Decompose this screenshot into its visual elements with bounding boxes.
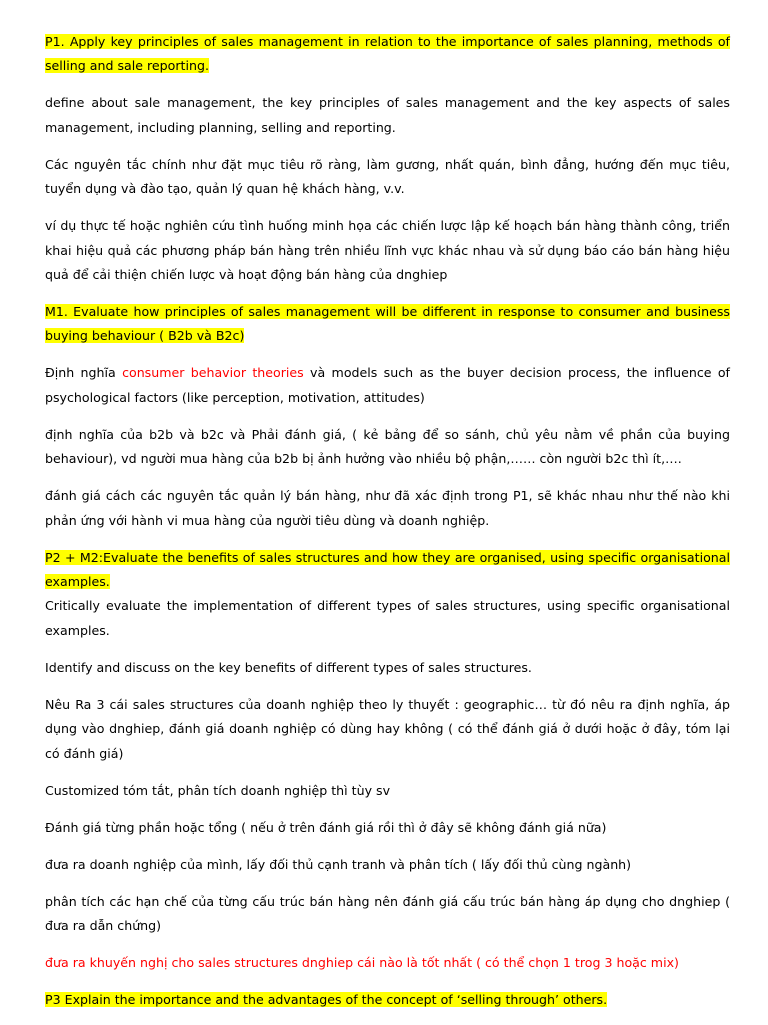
p1-examples-paragraph: ví dụ thực tế hoặc nghiên cứu tình huống minh họa các chiến lược lập kế hoạch bán hàng thành công, triển khai hiệu quả các phương pháp bán hàng trên nhiều lĩnh vực khác nhau và sử dụng báo cáo bán hàng hiệu quả để cải thiện chiến lược và hoạt động bán hàng của dnghiep xyxy=(45,218,730,283)
p1-heading: P1. Apply key principles of sales management in relation to the importance of sales planning, methods of selling and sale reporting. xyxy=(45,34,730,74)
p1-principles-paragraph: Các nguyên tắc chính như đặt mục tiêu rõ ràng, làm gương, nhất quán, bình đẳng, hướng đến mục tiêu, tuyển dụng và đào tạo, quản lý quan hệ khách hàng, v.v. xyxy=(45,156,730,197)
m1-define-rest: và models such as the buyer decision process, the influence of psychological factors (like perception, motivation, attitudes) xyxy=(45,365,730,405)
p3-heading-paragraph xyxy=(45,988,730,1012)
p2-recommend-paragraph: đưa ra khuyến nghị cho sales structures dnghiep cái nào là tốt nhất ( có thể chọn 1 trog 3 hoặc mix) xyxy=(45,955,679,971)
p1-heading-paragraph xyxy=(45,30,730,79)
m1-b2b-paragraph: định nghĩa của b2b và b2c và Phải đánh giá, ( kẻ bảng để so sánh, chủ yêu nằm về phần của buying behaviour), vd người mua hàng của b2b bị ảnh hưởng vào nhiều bộ phận,…… còn người b2c thì ít,…. xyxy=(45,426,730,467)
p2-limits-paragraph: phân tích các hạn chế của từng cấu trúc bán hàng nên đánh giá cấu trúc bán hàng áp dụng cho dnghiep ( đưa ra dẫn chứng) xyxy=(45,893,730,934)
m1-evaluate-paragraph: đánh giá cách các nguyên tắc quản lý bán hàng, như đã xác định trong P1, sẽ khác nhau như thế nào khi phản ứng với hành vi mua hàng của người tiêu dùng và doanh nghiệp. xyxy=(45,488,730,528)
p2-heading-paragraph xyxy=(45,546,730,595)
p3-heading: P3 Explain the importance and the advantages of the concept of ‘selling through’ others. xyxy=(45,992,608,1008)
p1-define-paragraph: define about sale management, the key principles of sales management and the key aspects of sales management, including planning, selling and reporting. xyxy=(45,95,730,135)
document-page xyxy=(45,30,730,1025)
p2-each-paragraph: Đánh giá từng phần hoặc tổng ( nếu ở trên đánh giá rồi thì ở đây sẽ không đánh giá nữa) xyxy=(45,819,607,835)
m1-heading-paragraph xyxy=(45,300,730,349)
m1-heading: M1. Evaluate how principles of sales management will be different in response to consumer and business buying behaviour ( B2b và B2c) xyxy=(45,304,730,344)
m1-define-lead: Định nghĩa xyxy=(45,365,123,381)
m1-define-paragraph xyxy=(45,361,730,410)
p2-heading: P2 + M2:Evaluate the benefits of sales structures and how they are organised, using specific organisational examples. xyxy=(45,549,730,590)
p2-customized-paragraph: Customized tóm tắt, phân tích doanh nghiệp thì tùy sv xyxy=(45,782,391,798)
p2-identify-paragraph: Identify and discuss on the key benefits of different types of sales structures. xyxy=(45,659,532,675)
m1-define-red-term: consumer behavior theories xyxy=(122,365,304,381)
p2-critically-paragraph: Critically evaluate the implementation of different types of sales structures, using specific organisational examples. xyxy=(45,598,730,638)
p2-three-structures-paragraph: Nêu Ra 3 cái sales structures của doanh nghiệp theo ly thuyết : geographic… từ đó nêu ra định nghĩa, áp dụng vào dnghiep, đánh giá doanh nghiệp có dùng hay không ( có thể đánh giá ở dưới hoặc ở đây, tóm lại có đánh giá) xyxy=(45,696,730,761)
p2-competitor-paragraph: đưa ra doanh nghiệp của mình, lấy đối thủ cạnh tranh và phân tích ( lấy đối thủ cùng ngành) xyxy=(45,856,632,872)
